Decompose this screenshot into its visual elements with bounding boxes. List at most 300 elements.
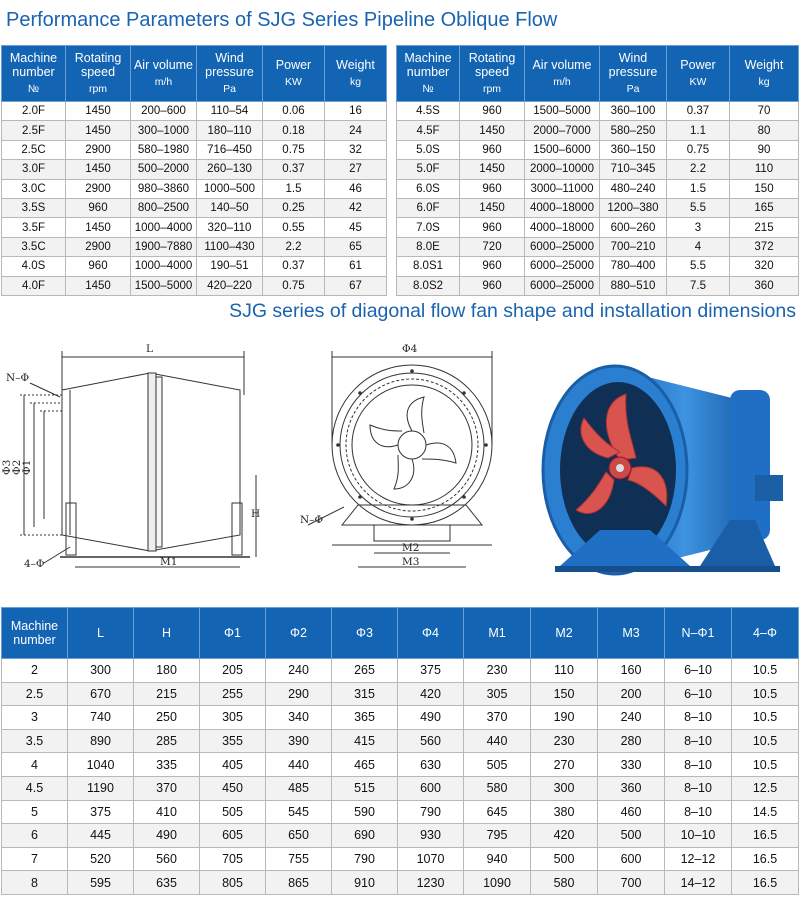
table-cell: 16 [325,102,387,121]
dim-header-8: M2 [531,608,598,659]
table-cell: 960 [460,179,525,198]
table-cell: 360 [730,276,799,295]
header-label: Rotating speed [468,51,516,79]
table-cell: 8–10 [665,776,732,800]
table-cell: 6000–25000 [525,276,600,295]
table-cell: 12–12 [665,847,732,871]
table-cell: 42 [325,198,387,217]
table-cell: 605 [200,824,266,848]
table-cell: 500–2000 [131,160,197,179]
header-label: Power [275,58,312,72]
table-cell: 960 [460,218,525,237]
table-cell: 480–240 [600,179,667,198]
table-row [2,659,799,683]
header-unit: kg [758,76,770,88]
table-cell: 4 [2,753,68,777]
table-cell: 3 [667,218,730,237]
table-row [397,121,799,140]
table-cell: 1450 [66,276,131,295]
perf-right-header-0 [397,46,460,102]
dim-header-9: M3 [598,608,665,659]
table-cell: 1.5 [263,179,325,198]
header-label: Air volume [133,58,194,72]
table-cell: 790 [332,847,398,871]
table-row [2,179,387,198]
table-cell: 24 [325,121,387,140]
label-phi4: Φ4 [402,343,418,355]
table-row [2,160,387,179]
table-cell: 580 [464,776,531,800]
table-cell: 340 [266,706,332,730]
table-cell: 2900 [66,179,131,198]
perf-right-header-3 [600,46,667,102]
table-cell: 1000–500 [197,179,263,198]
table-cell: 90 [730,140,799,159]
table-cell: 700–210 [600,237,667,256]
table-cell: 8 [2,871,68,895]
table-cell: 520 [68,847,134,871]
table-cell: 1040 [68,753,134,777]
table-cell: 0.25 [263,198,325,217]
label-M1: M1 [160,556,178,568]
table-cell: 360 [598,776,665,800]
table-cell: 2.5 [2,682,68,706]
table-cell: 1450 [460,160,525,179]
table-cell: 2.2 [263,237,325,256]
table-row [2,824,799,848]
table-cell: 16.5 [732,871,799,895]
header-unit: kg [349,76,362,88]
perf-left-header-3 [197,46,263,102]
table-cell: 720 [460,237,525,256]
performance-table-left [1,45,387,296]
header-label: Machine number [9,51,58,79]
table-row [397,179,799,198]
table-row [2,800,799,824]
dimensions-table [1,607,799,895]
table-cell: 595 [68,871,134,895]
table-cell: 0.06 [263,102,325,121]
table-cell: 980–3860 [131,179,197,198]
table-row [2,847,799,871]
label-M2: M2 [402,542,420,554]
table-cell: 255 [200,682,266,706]
table-cell: 1450 [66,218,131,237]
label-phi2: Φ2 [11,459,23,475]
table-cell: 4 [667,237,730,256]
table-cell: 960 [66,198,131,217]
table-cell: 320 [730,257,799,276]
label-M3: M3 [402,556,420,568]
table-cell: 0.37 [263,257,325,276]
table-cell: 710–345 [600,160,667,179]
header-unit: m/h [154,76,173,88]
dim-header-11: 4–Φ [732,608,799,659]
table-cell: 280 [598,729,665,753]
table-cell: 580–250 [600,121,667,140]
table-cell: 6.0S [397,179,460,198]
table-cell: 445 [68,824,134,848]
table-cell: 240 [266,659,332,683]
perf-left-header-5 [325,46,387,102]
table-cell: 690 [332,824,398,848]
table-cell: 7.0S [397,218,460,237]
table-cell: 10.5 [732,706,799,730]
table-cell: 250 [134,706,200,730]
header-unit: Pa [626,83,640,95]
table-cell: 1000–4000 [131,257,197,276]
label-n-phi: N–Φ [6,372,30,384]
table-row [2,218,387,237]
header-label: Air volume [532,58,592,72]
table-cell: 450 [200,776,266,800]
table-cell: 420 [398,682,464,706]
dim-header-7: M1 [464,608,531,659]
table-cell: 3.5S [2,198,66,217]
header-unit: Pa [223,83,236,95]
table-row [397,237,799,256]
table-cell: 465 [332,753,398,777]
table-row [2,102,387,121]
table-cell: 755 [266,847,332,871]
perf-left-header-1 [66,46,131,102]
table-cell: 67 [325,276,387,295]
table-cell: 2.0F [2,102,66,121]
header-label: Wind pressure [608,51,658,79]
table-cell: 3000–11000 [525,179,600,198]
table-row [2,257,387,276]
table-cell: 960 [460,257,525,276]
table-cell: 10.5 [732,729,799,753]
table-cell: 4.5S [397,102,460,121]
table-cell: 215 [730,218,799,237]
table-cell: 1900–7880 [131,237,197,256]
table-cell: 700 [598,871,665,895]
table-row [397,276,799,295]
label-phi3: Φ3 [1,459,13,475]
table-cell: 740 [68,706,134,730]
table-cell: 180–110 [197,121,263,140]
table-cell: 305 [464,682,531,706]
header-unit: m/h [553,76,571,88]
table-row [2,682,799,706]
table-cell: 190 [531,706,598,730]
table-cell: 8–10 [665,800,732,824]
table-row [397,160,799,179]
dimensions-title: SJG series of diagonal flow fan shape and installation dimensions [229,300,796,322]
table-cell: 370 [134,776,200,800]
label-H: H [251,508,261,520]
table-cell: 880–510 [600,276,667,295]
table-cell: 485 [266,776,332,800]
table-cell: 460 [598,800,665,824]
table-cell: 1500–5000 [525,102,600,121]
table-cell: 14–12 [665,871,732,895]
table-cell: 645 [464,800,531,824]
table-cell: 415 [332,729,398,753]
table-cell: 4000–18000 [525,218,600,237]
label-L: L [146,343,153,355]
table-cell: 1090 [464,871,531,895]
table-cell: 46 [325,179,387,198]
table-cell: 4.0F [2,276,66,295]
table-cell: 320–110 [197,218,263,237]
table-cell: 8–10 [665,729,732,753]
table-cell: 0.37 [263,160,325,179]
table-cell: 2000–10000 [525,160,600,179]
table-cell: 705 [200,847,266,871]
table-cell: 2.5C [2,140,66,159]
table-cell: 1450 [460,198,525,217]
table-row [2,753,799,777]
table-cell: 1070 [398,847,464,871]
table-cell: 440 [266,753,332,777]
table-row [397,218,799,237]
table-cell: 4.5F [397,121,460,140]
perf-right-header-4 [667,46,730,102]
fan-photo [540,330,798,600]
table-cell: 230 [531,729,598,753]
table-cell: 716–450 [197,140,263,159]
table-cell: 65 [325,237,387,256]
table-cell: 490 [134,824,200,848]
table-row [2,776,799,800]
table-cell: 4.0S [2,257,66,276]
table-cell: 635 [134,871,200,895]
table-row [397,140,799,159]
table-cell: 260–130 [197,160,263,179]
table-cell: 1190 [68,776,134,800]
table-cell: 285 [134,729,200,753]
table-cell: 670 [68,682,134,706]
table-cell: 420 [531,824,598,848]
table-cell: 300–1000 [131,121,197,140]
table-cell: 6000–25000 [525,237,600,256]
table-cell: 1450 [66,160,131,179]
perf-right-header-2 [525,46,600,102]
header-unit: KW [689,76,707,88]
table-cell: 10.5 [732,753,799,777]
table-cell: 372 [730,237,799,256]
table-cell: 230 [464,659,531,683]
table-cell: 505 [464,753,531,777]
table-cell: 505 [200,800,266,824]
table-cell: 61 [325,257,387,276]
table-cell: 8–10 [665,706,732,730]
table-cell: 4.5 [2,776,68,800]
table-cell: 515 [332,776,398,800]
table-cell: 290 [266,682,332,706]
table-row [397,257,799,276]
table-cell: 305 [200,706,266,730]
table-row [2,237,387,256]
table-cell: 910 [332,871,398,895]
table-cell: 940 [464,847,531,871]
table-cell: 5.0S [397,140,460,159]
table-cell: 12.5 [732,776,799,800]
table-cell: 3.0F [2,160,66,179]
label-phi1: Φ1 [21,459,33,475]
table-row [2,276,387,295]
table-cell: 1.1 [667,121,730,140]
table-cell: 10–10 [665,824,732,848]
dim-header-4: Φ2 [266,608,332,659]
front-view-drawing [298,335,528,580]
table-cell: 390 [266,729,332,753]
table-cell: 1000–4000 [131,218,197,237]
table-cell: 1.5 [667,179,730,198]
table-cell: 375 [398,659,464,683]
table-cell: 45 [325,218,387,237]
label-4-phi: 4–Φ [24,558,45,570]
table-cell: 0.75 [667,140,730,159]
table-cell: 375 [68,800,134,824]
table-cell: 865 [266,871,332,895]
table-cell: 405 [200,753,266,777]
dim-header-3: Φ1 [200,608,266,659]
table-cell: 355 [200,729,266,753]
table-cell: 590 [332,800,398,824]
table-cell: 2900 [66,237,131,256]
table-cell: 3.5F [2,218,66,237]
table-row [397,198,799,217]
table-cell: 365 [332,706,398,730]
table-cell: 630 [398,753,464,777]
table-cell: 6–10 [665,659,732,683]
table-cell: 490 [398,706,464,730]
table-row [2,140,387,159]
dim-header-2: H [134,608,200,659]
table-row [2,198,387,217]
table-cell: 16.5 [732,847,799,871]
dim-header-0: Machine number [2,608,68,659]
header-unit: rpm [482,83,502,95]
table-cell: 27 [325,160,387,179]
table-cell: 8.0S1 [397,257,460,276]
table-cell: 150 [531,682,598,706]
table-cell: 600 [598,847,665,871]
dim-header-1: L [68,608,134,659]
header-label: Weight [336,58,375,72]
table-cell: 5 [2,800,68,824]
table-cell: 140–50 [197,198,263,217]
table-cell: 580 [531,871,598,895]
table-cell: 1230 [398,871,464,895]
table-cell: 5.0F [397,160,460,179]
table-cell: 200 [598,682,665,706]
table-cell: 600–260 [600,218,667,237]
table-cell: 7.5 [667,276,730,295]
table-cell: 795 [464,824,531,848]
table-cell: 0.75 [263,276,325,295]
table-cell: 580–1980 [131,140,197,159]
table-cell: 270 [531,753,598,777]
table-row [2,121,387,140]
table-cell: 2000–7000 [525,121,600,140]
table-cell: 110 [531,659,598,683]
table-cell: 370 [464,706,531,730]
header-label: Power [680,58,716,72]
header-label: Rotating speed [74,51,122,79]
table-cell: 560 [398,729,464,753]
table-cell: 6000–25000 [525,257,600,276]
table-cell: 360–100 [600,102,667,121]
table-cell: 150 [730,179,799,198]
table-cell: 215 [134,682,200,706]
table-cell: 2.5F [2,121,66,140]
table-cell: 650 [266,824,332,848]
dim-header-10: N–Φ1 [665,608,732,659]
table-cell: 3.0C [2,179,66,198]
table-cell: 545 [266,800,332,824]
table-cell: 1100–430 [197,237,263,256]
table-cell: 360–150 [600,140,667,159]
table-cell: 1450 [66,102,131,121]
table-cell: 110 [730,160,799,179]
table-cell: 7 [2,847,68,871]
table-cell: 890 [68,729,134,753]
table-cell: 960 [460,276,525,295]
header-unit: № [27,83,40,95]
table-cell: 1500–6000 [525,140,600,159]
header-unit: KW [285,76,302,88]
table-cell: 300 [531,776,598,800]
table-row [397,102,799,121]
table-cell: 440 [464,729,531,753]
table-cell: 800–2500 [131,198,197,217]
dim-header-6: Φ4 [398,608,464,659]
table-cell: 110–54 [197,102,263,121]
table-cell: 410 [134,800,200,824]
table-cell: 160 [598,659,665,683]
table-cell: 600 [398,776,464,800]
table-cell: 180 [134,659,200,683]
performance-table-right [396,45,799,296]
table-cell: 380 [531,800,598,824]
table-cell: 500 [531,847,598,871]
table-cell: 315 [332,682,398,706]
table-cell: 8.0E [397,237,460,256]
label-front-n-phi: N–Φ [300,514,324,526]
table-cell: 70 [730,102,799,121]
table-cell: 16.5 [732,824,799,848]
dim-header-5: Φ3 [332,608,398,659]
table-cell: 500 [598,824,665,848]
table-cell: 5.5 [667,257,730,276]
table-cell: 805 [200,871,266,895]
table-cell: 0.55 [263,218,325,237]
table-cell: 960 [66,257,131,276]
table-cell: 6.0F [397,198,460,217]
table-cell: 0.18 [263,121,325,140]
table-cell: 1500–5000 [131,276,197,295]
header-label: Weight [744,58,784,72]
header-unit: № [422,83,434,95]
table-cell: 960 [460,102,525,121]
table-cell: 8–10 [665,753,732,777]
table-row [2,706,799,730]
perf-right-header-5 [730,46,799,102]
table-cell: 1450 [460,121,525,140]
table-cell: 165 [730,198,799,217]
table-cell: 80 [730,121,799,140]
table-cell: 10.5 [732,682,799,706]
header-label: Machine number [404,51,452,79]
table-cell: 790 [398,800,464,824]
table-cell: 2.2 [667,160,730,179]
table-cell: 930 [398,824,464,848]
table-cell: 1450 [66,121,131,140]
